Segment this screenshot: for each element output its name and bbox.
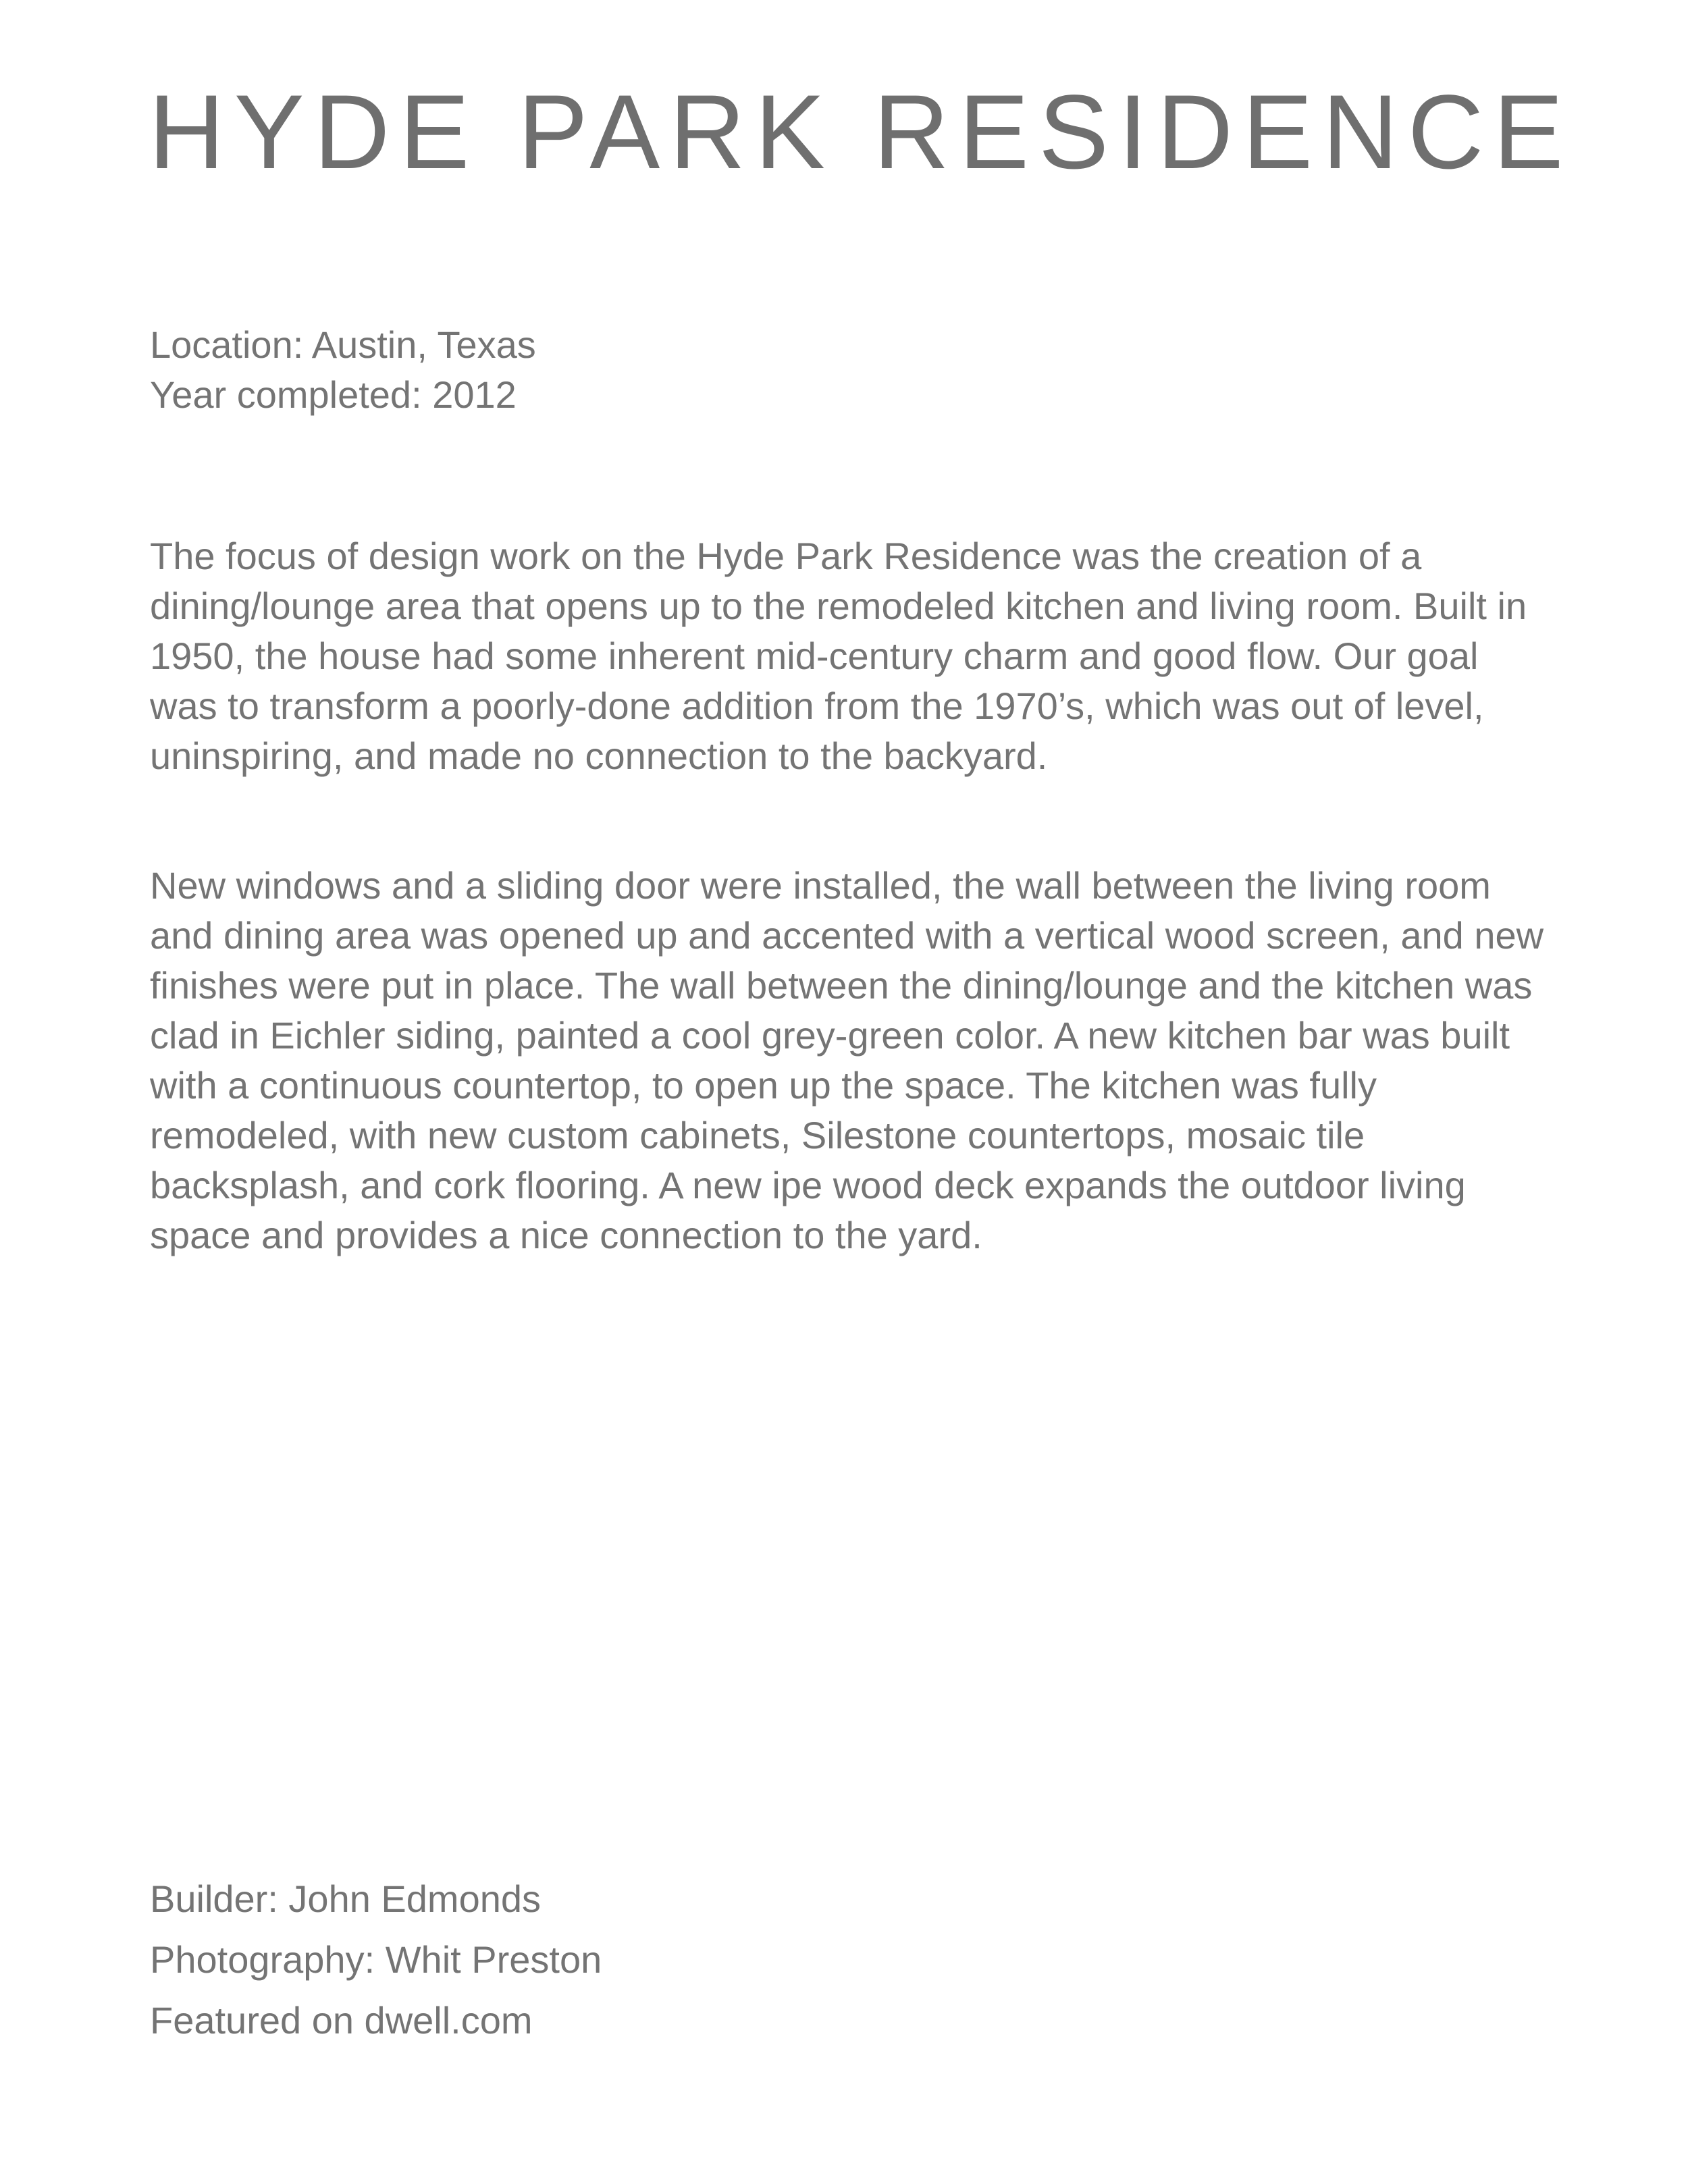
photography-credit: Photography: Whit Preston xyxy=(150,1938,602,1981)
builder-credit: Builder: John Edmonds xyxy=(150,1877,542,1920)
description-paragraph-1: The focus of design work on the Hyde Park Residence was the creation of a dining/lounge area that opens up to the remodeled kitchen and living room. Built in 1950, the house had some inherent mid-century charm and good flow. Our goal was to transform a poorly-done addition from the 1970’s, which was out of level, uninspiring, and made no connection to the backyard. xyxy=(150,535,1527,777)
location-text: Location: Austin, Texas xyxy=(150,323,536,366)
featured-credit: Featured on dwell.com xyxy=(150,1999,533,2042)
project-meta xyxy=(150,320,536,420)
year-completed-text: Year completed: 2012 xyxy=(150,373,517,416)
project-credits xyxy=(150,1869,602,2051)
page-title: HYDE PARK RESIDENCE xyxy=(149,74,1573,191)
description-paragraph-2: New windows and a sliding door were installed, the wall between the living room and dining area was opened up and accented with a vertical wood screen, and new finishes were put in place. The wall between the dining/lounge and the kitchen was clad in Eichler siding, painted a cool grey-green color. A new kitchen bar was built with a continuous countertop, to open up the space. The kitchen was fully remodeled, with new custom cabinets, Silestone countertops, mosaic tile backsplash, and cork flooring. A new ipe wood deck expands the outdoor living space and provides a nice connection to the yard. xyxy=(150,864,1544,1256)
project-description xyxy=(150,531,1548,1260)
